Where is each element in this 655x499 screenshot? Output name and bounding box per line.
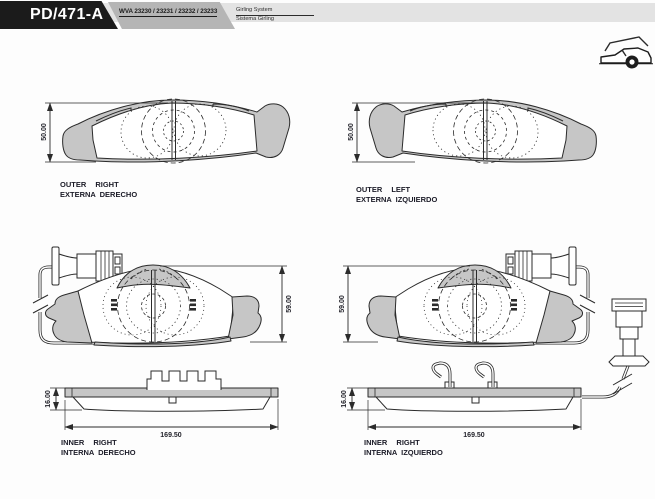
inner-right-drawing <box>33 247 293 347</box>
label-outer-right: OUTER RIGHT EXTERNA DERECHO <box>60 180 138 199</box>
length-value: 169.50 <box>160 432 182 439</box>
inner-left-edge-view <box>341 363 581 439</box>
length-value: 169.50 <box>463 432 485 439</box>
thickness-value: 16.00 <box>45 390 52 408</box>
outer-left-drawing <box>348 99 596 163</box>
outer-right-drawing <box>41 99 290 163</box>
height-value: 50.00 <box>348 123 355 141</box>
part-number: PD/471-A <box>30 6 104 23</box>
height-value: 50.00 <box>41 123 48 141</box>
system-name-es: Sistema Girling <box>236 15 274 22</box>
thickness-value: 16.00 <box>341 390 348 408</box>
car-front-hood-open-icon <box>599 37 653 69</box>
wva-numbers: WVA 23230 / 23231 / 23232 / 23233 <box>119 8 218 15</box>
sensor-connector-detail <box>582 299 649 397</box>
system-name-en: Girling System <box>236 7 314 16</box>
outer-left-pad <box>369 99 596 163</box>
label-inner-left: INNER RIGHT INTERNA IZQUIERDO <box>364 438 443 457</box>
outer-right-pad <box>63 99 290 163</box>
retainer-spring-hooks <box>433 363 497 388</box>
inner-left-pad <box>367 247 595 347</box>
system-name <box>236 7 314 23</box>
height-value: 59.00 <box>339 295 346 313</box>
inner-right-pad <box>33 247 261 347</box>
label-inner-right: INNER RIGHT INTERNA DERECHO <box>61 438 136 457</box>
inner-right-strip <box>65 388 278 411</box>
inner-right-edge-view <box>45 371 278 439</box>
label-outer-left: OUTER LEFT EXTERNA IZQUIERDO <box>356 185 438 204</box>
inner-left-strip <box>368 388 581 411</box>
retainer-spring-comb <box>147 371 221 390</box>
height-value: 59.00 <box>286 295 293 313</box>
